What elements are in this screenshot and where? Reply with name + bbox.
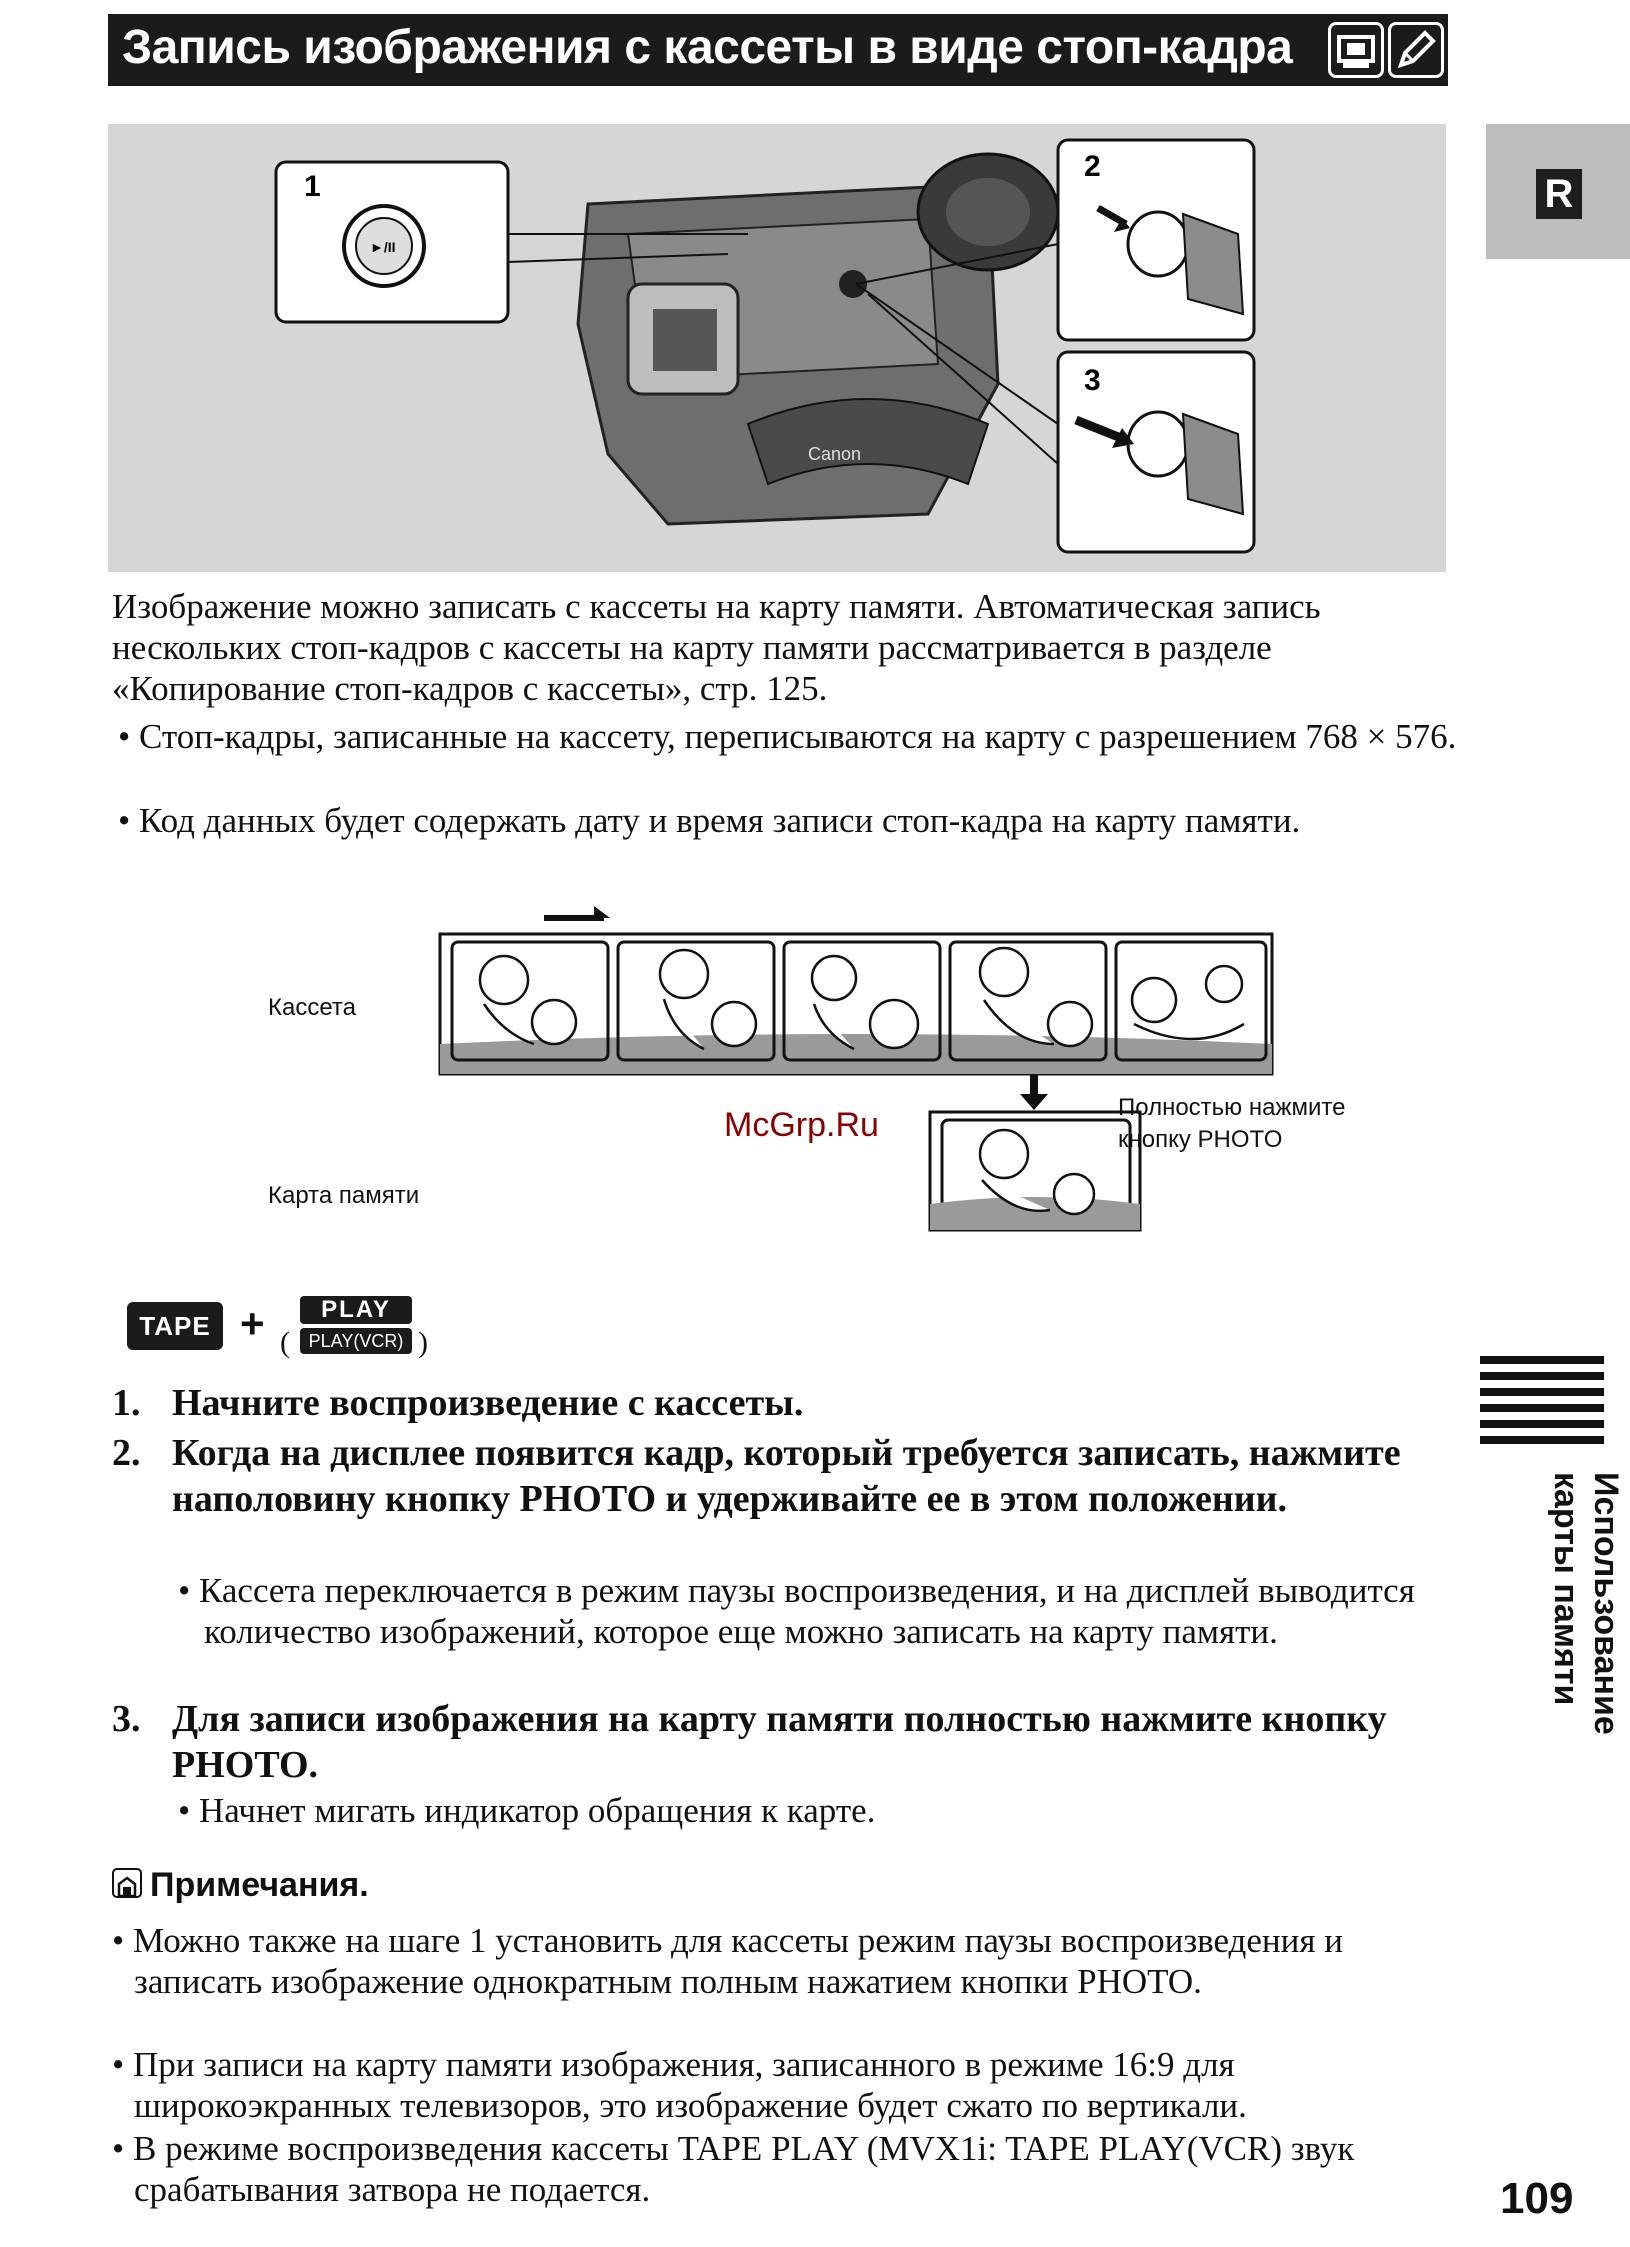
paren-open: ( bbox=[280, 1326, 290, 1359]
pen-icon bbox=[1388, 22, 1444, 78]
note-item-text: Можно также на шаге 1 установить для кассеты режим паузы воспроизведения и записать изображение однократным полным нажатием кнопки PHOTO. bbox=[133, 1921, 1343, 2001]
step-2-note: • Кассета переключается в режим паузы воспроизведения, и на дисплей выводится количество изображений, которое еще можно записать на карту памяти. bbox=[178, 1571, 1415, 1651]
note-item: • Можно также на шаге 1 установить для кассеты режим паузы воспроизведения и записать изображение однократным полным нажатием кнопки PHOTO. bbox=[112, 1921, 1343, 2001]
label-press-line-2: кнопку PHOTO bbox=[1118, 1126, 1283, 1153]
label-cassette: Кассета bbox=[268, 994, 356, 1021]
title-bar bbox=[108, 14, 1448, 86]
intro-paragraph: Изображение можно записать с кассеты на карту памяти. Автоматическая запись нескольких стоп-кадров с кассеты на карту памяти рассматривается в разделе «Копирование стоп-кадров с кассеты», стр. 125. bbox=[112, 587, 1321, 708]
section-label-line-1: Использование bbox=[1587, 1472, 1625, 1735]
note-item: • При записи на карту памяти изображения, записанного в режиме 16:9 для широкоэкранных телевизоров, это изображение будет сжато по вертикали. bbox=[112, 2045, 1247, 2125]
notes-icon bbox=[112, 1868, 142, 1898]
note-item: • В режиме воспроизведения кассеты TAPE PLAY (MVX1i: TAPE PLAY(VCR) звук срабатывания затвора не подается. bbox=[112, 2129, 1355, 2209]
paren-close: ) bbox=[418, 1326, 428, 1359]
step-3-note-text: Начнет мигать индикатор обращения к карте. bbox=[199, 1791, 876, 1830]
step-text: Для записи изображения на карту памяти полностью нажмите кнопку PHOTO. bbox=[172, 1698, 1387, 1786]
card-playback-icon bbox=[1328, 22, 1384, 78]
callout-1-number: 1 bbox=[304, 170, 321, 203]
intro-bullet-text: Стоп-кадры, записанные на кассету, переписываются на карту с разрешением 768 × 576. bbox=[139, 717, 1457, 756]
section-label-line-2: карты памяти bbox=[1547, 1472, 1585, 1706]
notes-heading-text: Примечания. bbox=[150, 1866, 369, 1904]
play-vcr-mode-badge: PLAY(VCR) bbox=[300, 1328, 412, 1354]
step-text: Когда на дисплее появится кадр, который требуется записать, нажмите наполовину кнопку PHOTO и удерживайте ее в этом положении. bbox=[172, 1432, 1401, 1520]
plus-sign: + bbox=[240, 1300, 265, 1347]
notes-heading bbox=[112, 1866, 369, 1905]
step-number: 3. bbox=[112, 1698, 141, 1740]
section-marker-bars bbox=[1480, 1356, 1604, 1452]
callout-2-number: 2 bbox=[1084, 150, 1101, 183]
label-memory-card: Карта памяти bbox=[268, 1182, 420, 1209]
step-text: Начните воспроизведение с кассеты. bbox=[172, 1382, 804, 1424]
intro-bullet: • Код данных будет содержать дату и время записи стоп-кадра на карту памяти. bbox=[118, 801, 1301, 840]
label-press-photo bbox=[1118, 1092, 1345, 1156]
page-title: Запись изображения с кассеты в виде стоп-кадра bbox=[122, 21, 1293, 74]
note-item-text: В режиме воспроизведения кассеты TAPE PLAY (MVX1i: TAPE PLAY(VCR) звук срабатывания затвора не подается. bbox=[133, 2129, 1355, 2209]
intro-bullet: • Стоп-кадры, записанные на кассету, переписываются на карту с разрешением 768 × 576. bbox=[118, 717, 1457, 756]
step-3-note: • Начнет мигать индикатор обращения к карте. bbox=[178, 1791, 876, 1830]
chapter-tab bbox=[1486, 124, 1630, 259]
intro-bullet-text: Код данных будет содержать дату и время записи стоп-кадра на карту памяти. bbox=[139, 801, 1301, 840]
camera-brand: Canon bbox=[808, 444, 862, 464]
camcorder-illustration bbox=[108, 124, 1446, 572]
note-item-text: При записи на карту памяти изображения, записанного в режиме 16:9 для широкоэкранных телевизоров, это изображение будет сжато по вертикали. bbox=[133, 2045, 1247, 2125]
watermark: McGrp.Ru bbox=[724, 1106, 879, 1144]
callout-3-number: 3 bbox=[1084, 364, 1101, 397]
label-press-line-1: Полностью нажмите bbox=[1118, 1094, 1346, 1121]
step-2-note-text: Кассета переключается в режим паузы воспроизведения, и на дисплей выводится количество изображений, которое еще можно записать на карту памяти. bbox=[199, 1571, 1415, 1651]
step-number: 1. bbox=[112, 1382, 141, 1424]
page-number: 109 bbox=[1500, 2174, 1574, 2223]
tape-mode-badge: TAPE bbox=[127, 1302, 223, 1350]
play-mode-badge: PLAY bbox=[300, 1296, 412, 1324]
play-pause-button-label: ►/II bbox=[370, 239, 396, 255]
chapter-letter: R bbox=[1536, 169, 1582, 219]
filmstrip-diagram bbox=[434, 904, 1274, 1234]
step-number: 2. bbox=[112, 1432, 141, 1474]
section-label bbox=[1506, 1472, 1626, 1912]
